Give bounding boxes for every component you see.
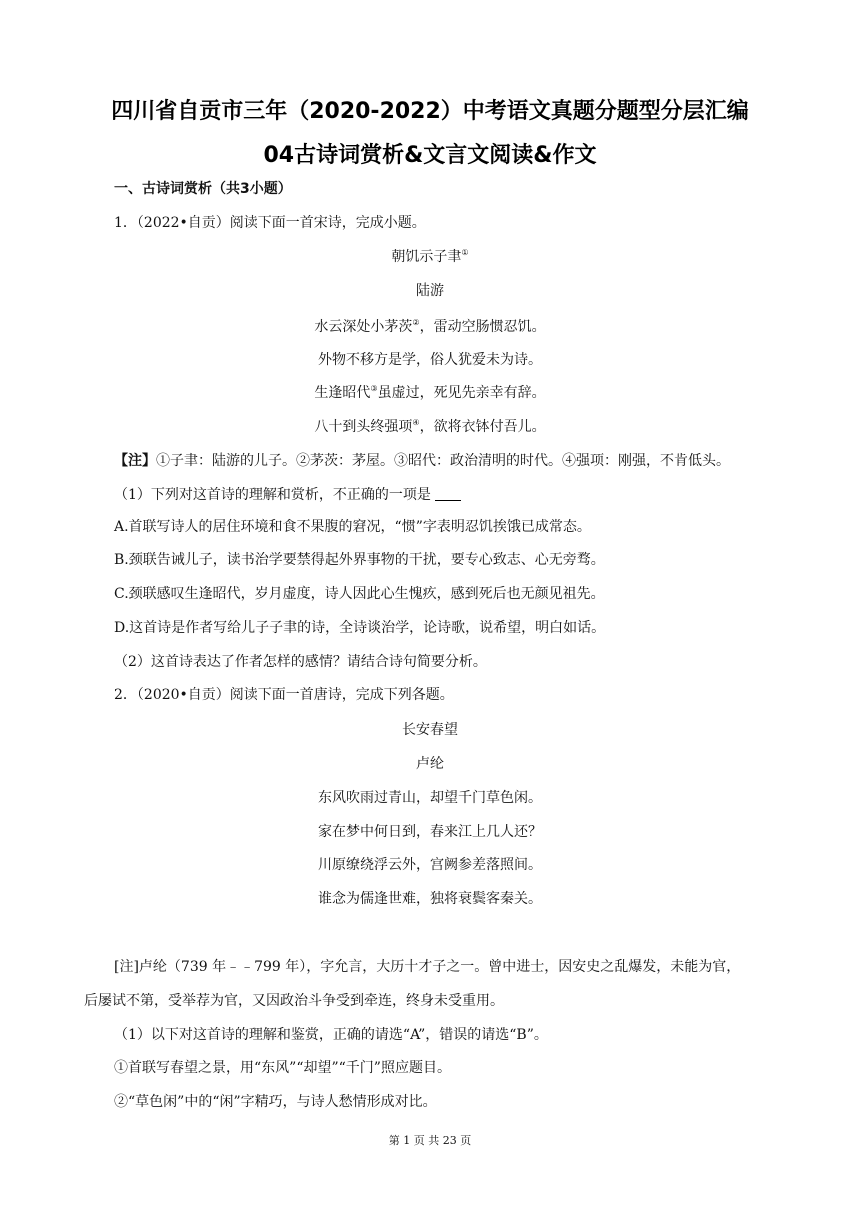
poem1-note <box>114 452 730 470</box>
poem1-title: 朝饥示子聿① <box>391 248 469 265</box>
poem2-author: 卢纶 <box>416 756 444 772</box>
document-title-line2: 04古诗词赏析&文言文阅读&作文 <box>263 143 597 168</box>
judgment-item-1: ①首联写春望之景，用“东风”“却望”“千门”照应题目。 <box>114 1060 451 1076</box>
question-1-sub1: （1）下列对这首诗的理解和赏析，不正确的一项是 <box>114 486 461 504</box>
poem1-author: 陆游 <box>416 283 444 299</box>
poem2-title: 长安春望 <box>402 722 458 738</box>
answer-blank[interactable] <box>435 488 461 501</box>
poem1-line: 生逢昭代③虽虚过，死见先亲幸有辞。 <box>314 384 546 401</box>
poem2-line: 家在梦中何日到，春来江上几人还？ <box>318 824 542 840</box>
question-2-stem: 2．（2020•自贡）阅读下面一首唐诗，完成下列各题。 <box>114 687 454 703</box>
poem2-note-line2: 后屡试不第，受举荐为官，又因政治斗争受到牵连，终身未受重用。 <box>84 993 504 1009</box>
option-b: B.颈联告诫儿子，读书治学要禁得起外界事物的干扰，要专心致志、心无旁骛。 <box>114 552 605 568</box>
option-a: A.首联写诗人的居住环境和食不果腹的窘况，“惯”字表明忍饥挨饿已成常态。 <box>114 519 591 535</box>
option-c: C.颈联感叹生逢昭代，岁月虚度，诗人因此心生愧疚，感到死后也无颜见祖先。 <box>114 586 605 602</box>
judgment-item-2: ②“草色闲”中的“闲”字精巧，与诗人愁情形成对比。 <box>114 1094 437 1110</box>
question-1-sub2: （2）这首诗表达了作者怎样的感情？请结合诗句简要分析。 <box>114 654 487 670</box>
poem2-line: 川原缭绕浮云外，宫阙参差落照间。 <box>318 857 542 873</box>
poem2-note-line1: [注]卢纶（739 年﹣﹣799 年），字允言，大历十才子之一。曾中进士，因安史之乱爆发，未能为官， <box>114 959 741 975</box>
page-footer: 第 1 页 共 23 页 <box>388 1134 472 1147</box>
poem1-line: 八十到头终强项④，欲将衣钵付吾儿。 <box>314 418 546 435</box>
poem1-line: 外物不移方是学，俗人犹爱未为诗。 <box>318 352 542 368</box>
question-1-stem: 1．（2022•自贡）阅读下面一首宋诗，完成小题。 <box>114 215 426 231</box>
poem2-line: 东风吹雨过青山，却望千门草色闲。 <box>318 790 542 806</box>
option-d: D.这首诗是作者写给儿子子聿的诗，全诗谈治学，论诗歌，说希望，明白如话。 <box>114 620 606 636</box>
note-text: ①子聿：陆游的儿子。②茅茨：茅屋。③昭代：政治清明的时代。④强项：刚强，不肯低头。 <box>156 453 730 469</box>
note-label: 【注】 <box>114 453 156 469</box>
document-title-line1: 四川省自贡市三年（2020-2022）中考语文真题分题型分层汇编 <box>111 99 749 124</box>
poem2-line: 谁念为儒逢世难，独将衰鬓客秦关。 <box>318 891 542 907</box>
section-heading: 一、古诗词赏析（共3小题） <box>114 181 292 197</box>
poem1-line: 水云深处小茅茨②，雷动空肠惯忍饥。 <box>314 318 546 335</box>
question-2-sub1: （1）以下对这首诗的理解和鉴赏，正确的请选“A”，错误的请选“B”。 <box>114 1027 548 1043</box>
